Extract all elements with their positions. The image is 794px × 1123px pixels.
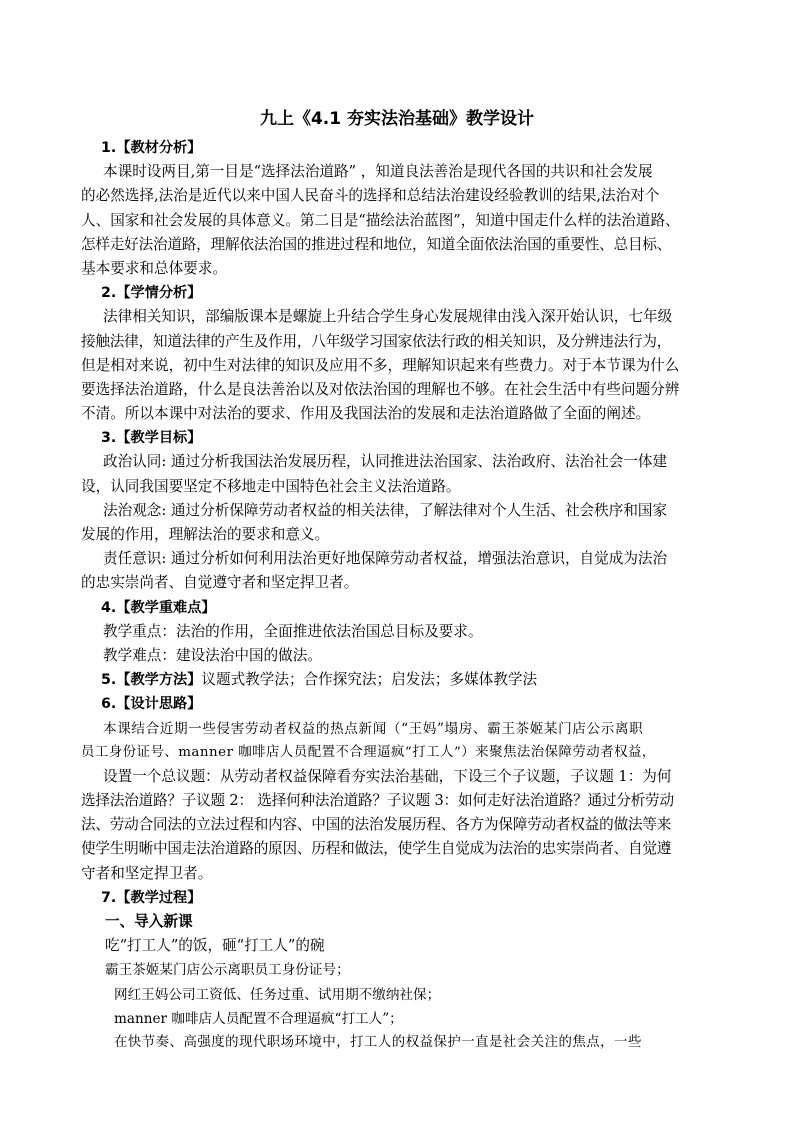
document-title: 九上《4.1 夯实法治基础》教学设计 (259, 109, 535, 129)
paragraph-line: 基本要求和总体要求。 (81, 259, 227, 277)
paragraph-line: 设置一个总议题：从劳动者权益保障看夯实法治基础，下设三个子议题，子议题 1：为何 (103, 767, 672, 785)
paragraph-line: 但是相对来说，初中生对法律的知识及应用不多，理解知识起来有些费力。对于本节课为什么 (81, 356, 680, 374)
paragraph-line: 的忠实崇尚者、自觉遵守者和坚定捍卫者。 (81, 574, 359, 592)
section-heading-textbook-analysis: 1.【教材分析】 (101, 140, 202, 156)
paragraph-line: 本课时设两目,第一目是“选择法治道路” ，知道良法善治是现代各国的共识和社会发展 (103, 163, 653, 181)
paragraph-line: 的必然选择,法治是近代以来中国人民奋斗的选择和总结法治建设经验教训的结果,法治对个 (81, 187, 660, 205)
paragraph-line: 怎样走好法治道路，理解依法治国的推进过程和地位，知道全面依法治国的重要性、总目标、 (81, 235, 672, 253)
paragraph-line: 本课结合近期一些侵害劳动者权益的热点新闻（“王妈”塌房、霸王茶姬某门店公示离职 (103, 720, 644, 737)
paragraph-line: 不清。所以本课中对法治的要求、作用及我国法治的发展和走法治道路做了全面的阐述。 (81, 405, 651, 423)
paragraph-line: 责任意识: 通过分析如何利用法治更好地保障劳动者权益，增强法治意识，自觉成为法治 (103, 550, 668, 568)
paragraph-line: 发展的作用，理解法治的要求和意义。 (81, 526, 330, 543)
paragraph-line: 守者和坚定捍卫者。 (81, 864, 213, 882)
paragraph-line: 在快节奏、高强度的现代职场环境中，打工人的权益保护一直是社会关注的焦点，一些 (114, 1034, 642, 1050)
paragraph-line: 法治观念: 通过分析保障劳动者权益的相关法律，了解法律对个人生活、社会秩序和国家 (103, 501, 668, 519)
paragraph-line: 选择法治道路？子议题 2： 选择何种法治道路？子议题 3：如何走好法治道路？通过分析劳动 (81, 792, 674, 810)
paragraph-line: manner 咖啡店人员配置不合理逼疯“打工人”； (114, 1010, 403, 1027)
paragraph-line: 网红王妈公司工资低、任务过重、试用期不缴纳社保； (114, 986, 441, 1003)
paragraph-line: 政治认同: 通过分析我国法治发展历程，认同推进法治国家、法治政府、法治社会一体建 (103, 453, 668, 471)
paragraph-line: 设，认同我国要坚定不移地走中国特色社会主义法治道路。 (81, 477, 461, 495)
section-heading-learner-analysis: 2.【学情分析】 (101, 285, 202, 302)
paragraph-line: 要选择法治道路，什么是良法善治以及对依法治国的理解也不够。在社会生活中有些问题分辨 (81, 380, 680, 398)
paragraph-line: 接触法律，知道法律的产生及作用，八年级学习国家依法行政的相关知识，及分辨违法行为， (81, 332, 672, 350)
paragraph-line: 使学生明晰中国走法治道路的原因、历程和做法，使学生自觉成为法治的忠实崇尚者、自觉遵 (81, 840, 672, 858)
section-teaching-methods (101, 668, 701, 692)
section-heading-teaching-goals: 3.【教学目标】 (101, 430, 202, 447)
paragraph-line: 教学难点：建设法治中国的做法。 (103, 646, 322, 664)
paragraph-line: 法、劳动合同法的立法过程和内容、中国的法治发展历程、各方为保障劳动者权益的做法等来 (81, 816, 672, 834)
paragraph-line: 吃“打工人”的饭，砸“打工人”的碗 (105, 937, 325, 955)
section-heading-key-points: 4.【教学重难点】 (101, 599, 216, 616)
section-heading-teaching-process: 7.【教学过程】 (101, 889, 202, 906)
paragraph-line: 人、国家和社会发展的具体意义。第二目是“描绘法治蓝图”，知道中国走什么样的法治道路、 (81, 211, 680, 229)
paragraph-line: 霸王茶姬某门店公示离职员工身份证号； (105, 962, 350, 979)
document-body (81, 136, 701, 1055)
subsection-heading-intro: 一、导入新课 (105, 913, 193, 930)
section-heading-teaching-methods: 5.【教学方法】 (101, 672, 202, 689)
teaching-methods-text: 议题式教学法；合作探究法；启发法；多媒体教学法 (201, 671, 538, 689)
paragraph-line: 员工身份证号、manner 咖啡店人员配置不合理逼疯“打工人”）来聚焦法治保障劳动者权益， (81, 744, 656, 760)
paragraph-line: 法律相关知识，部编版课本是螺旋上升结合学生身心发展规律由浅入深开始认识，七年级 (103, 308, 673, 326)
paragraph-line: 教学重点：法治的作用，全面推进依法治国总目标及要求。 (103, 622, 483, 640)
section-heading-design-ideas: 6.【设计思路】 (101, 696, 202, 713)
